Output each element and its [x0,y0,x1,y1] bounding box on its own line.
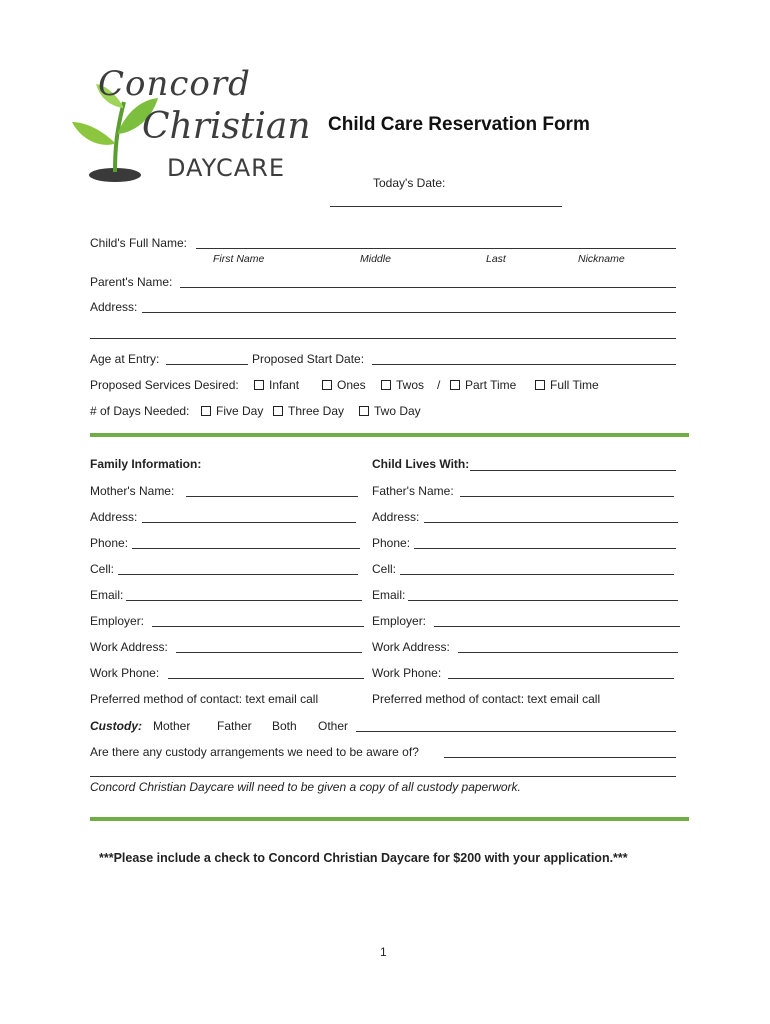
days-five[interactable]: Five Day [201,404,263,418]
mother-contact-method: Preferred method of contact: text email call [90,692,319,706]
checkbox-icon [201,406,211,416]
mother-cell-label: Cell: [90,562,115,576]
daycare-logo [70,62,310,192]
custody-answer-field-2[interactable] [90,776,676,777]
fathers-name-label: Father's Name: [372,484,454,498]
service-ones[interactable]: Ones [322,378,366,392]
father-employer-label: Employer: [372,614,427,628]
service-twos[interactable]: Twos [381,378,424,392]
address-field-2[interactable] [90,338,676,339]
father-phone-field[interactable] [414,548,676,549]
sub-first-name: First Name [213,253,265,265]
sub-middle: Middle [360,253,391,265]
father-phone-label: Phone: [372,536,411,550]
father-work-phone-label: Work Phone: [372,666,442,680]
fathers-name-field[interactable] [460,496,674,497]
payment-notice: ***Please include a check to Concord Christian Daycare for $200 with your application.*** [99,851,628,865]
mother-email-field[interactable] [126,600,362,601]
mother-work-address-label: Work Address: [90,640,168,654]
childs-name-label: Child's Full Name: [90,236,187,250]
custody-answer-field-1[interactable] [444,757,676,758]
page-number: 1 [380,945,387,959]
father-email-label: Email: [372,588,406,602]
child-lives-with-label: Child Lives With: [372,457,470,471]
mother-email-label: Email: [90,588,124,602]
father-cell-field[interactable] [400,574,674,575]
form-title: Child Care Reservation Form [328,114,590,135]
custody-both[interactable]: Both [272,719,297,733]
services-label: Proposed Services Desired: [90,378,239,392]
parents-name-field[interactable] [180,287,676,288]
father-work-address-label: Work Address: [372,640,450,654]
service-infant[interactable]: Infant [254,378,299,392]
checkbox-icon [450,380,460,390]
mother-phone-label: Phone: [90,536,129,550]
checkbox-icon [535,380,545,390]
mother-work-phone-label: Work Phone: [90,666,160,680]
father-address-field[interactable] [424,522,678,523]
services-slash: / [437,378,441,392]
mother-employer-field[interactable] [152,626,364,627]
mother-work-address-field[interactable] [176,652,362,653]
parents-name-label: Parent's Name: [90,275,173,289]
section-divider [90,433,689,437]
checkbox-icon [273,406,283,416]
days-three[interactable]: Three Day [273,404,344,418]
logo-word-daycare: DAYCARE [167,154,285,182]
service-full-time[interactable]: Full Time [535,378,599,392]
start-date-label: Proposed Start Date: [252,352,365,366]
mother-address-field[interactable] [142,522,356,523]
todays-date-label: Today's Date: [373,176,446,190]
father-address-label: Address: [372,510,420,524]
child-lives-with-field[interactable] [470,470,676,471]
service-part-time[interactable]: Part Time [450,378,516,392]
custody-question: Are there any custody arrangements we need to be aware of? [90,745,419,759]
mothers-name-field[interactable] [186,496,358,497]
father-employer-field[interactable] [434,626,680,627]
mothers-name-label: Mother's Name: [90,484,175,498]
days-needed-label: # of Days Needed: [90,404,190,418]
father-email-field[interactable] [408,600,678,601]
sub-nickname: Nickname [578,253,625,265]
mother-phone-field[interactable] [132,548,360,549]
custody-father[interactable]: Father [217,719,252,733]
section-divider-bottom [90,817,689,821]
custody-other[interactable]: Other [318,719,349,733]
father-work-phone-field[interactable] [448,678,674,679]
mother-cell-field[interactable] [118,574,358,575]
custody-note: Concord Christian Daycare will need to be given a copy of all custody paperwork. [90,780,521,794]
logo-word-christian: Christian [142,106,311,147]
checkbox-icon [359,406,369,416]
custody-other-field[interactable] [356,731,676,732]
mother-address-label: Address: [90,510,138,524]
checkbox-icon [381,380,391,390]
sub-last: Last [486,253,506,265]
days-two[interactable]: Two Day [359,404,421,418]
start-date-field[interactable] [372,364,676,365]
father-cell-label: Cell: [372,562,397,576]
family-info-heading: Family Information: [90,457,202,471]
custody-mother[interactable]: Mother [153,719,191,733]
checkbox-icon [322,380,332,390]
address-field-1[interactable] [142,312,676,313]
todays-date-field[interactable] [330,206,562,207]
father-contact-method: Preferred method of contact: text email call [372,692,601,706]
custody-label: Custody: [90,719,142,733]
mother-employer-label: Employer: [90,614,145,628]
childs-name-field[interactable] [196,248,676,249]
checkbox-icon [254,380,264,390]
logo-word-concord: Concord [98,64,251,104]
address-label: Address: [90,300,138,314]
mother-work-phone-field[interactable] [168,678,364,679]
father-work-address-field[interactable] [458,652,678,653]
age-at-entry-field[interactable] [166,364,248,365]
age-at-entry-label: Age at Entry: [90,352,160,366]
